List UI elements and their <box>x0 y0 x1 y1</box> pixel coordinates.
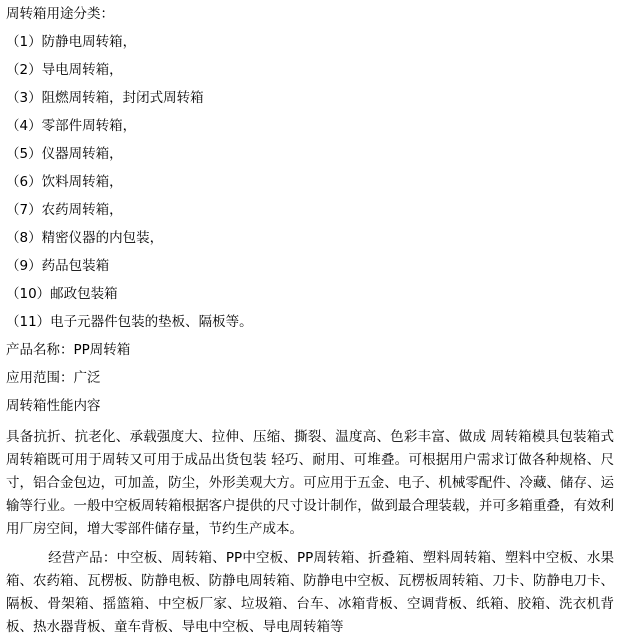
classification-list <box>0 28 624 336</box>
product-name-line: 产品名称：PP周转箱 <box>6 342 131 358</box>
list-item: （9）药品包装箱 <box>6 258 110 274</box>
business-paragraph <box>0 547 624 639</box>
list-item: （3）阻燃周转箱，封闭式周转箱 <box>6 90 204 106</box>
application-scope-line: 应用范围：广泛 <box>6 370 101 386</box>
list-item: （4）零部件周转箱， <box>6 118 137 134</box>
list-item: （1）防静电周转箱， <box>6 34 137 50</box>
list-item: （5）仪器周转箱， <box>6 146 123 162</box>
list-item: （6）饮料周转箱， <box>6 174 123 190</box>
business-label: 经营产品： <box>48 550 117 566</box>
business-text: 中空板、周转箱、PP中空板、PP周转箱、折叠箱、塑料周转箱、塑料中空板、水果箱、农药箱、瓦楞板、防静电板、防静电周转箱、防静电中空板、瓦楞板周转箱、刀卡、防静电刀卡、隔板、骨架箱、摇篮箱、中空板厂家、垃圾箱、台车、冰箱背板、空调背板、纸箱、胶箱、洗衣机背板、热水器背板、童车背板、导电中空板、导电周转箱等 <box>6 550 615 635</box>
performance-heading: 周转箱性能内容 <box>6 398 101 414</box>
list-item: （2）导电周转箱， <box>6 62 123 78</box>
performance-paragraph: 具备抗折、抗老化、承载强度大、拉伸、压缩、撕裂、温度高、色彩丰富、做成 周转箱模具包装箱式周转箱既可用于周转又可用于成品出货包装 轻巧、耐用、可堆叠。可根据用户需求订做各种规格、尺寸，铝合金包边，可加盖，防尘，外形美观大方。可应用于五金、电子、机械零配件、冷藏、储存、运输等行业。一般中空板周转箱根据客户提供的尺寸设计制作，做到最合理装载，并可多箱重叠，有效利用厂房空间，增大零部件储存量，节约生产成本。 <box>6 429 614 537</box>
list-item: （8）精密仪器的内包装， <box>6 230 164 246</box>
classification-heading: 周转箱用途分类： <box>6 6 114 22</box>
list-item: （10）邮政包装箱 <box>6 286 118 302</box>
list-item: （11）电子元器件包装的垫板、隔板等。 <box>6 314 253 330</box>
list-item: （7）农药周转箱， <box>6 202 123 218</box>
